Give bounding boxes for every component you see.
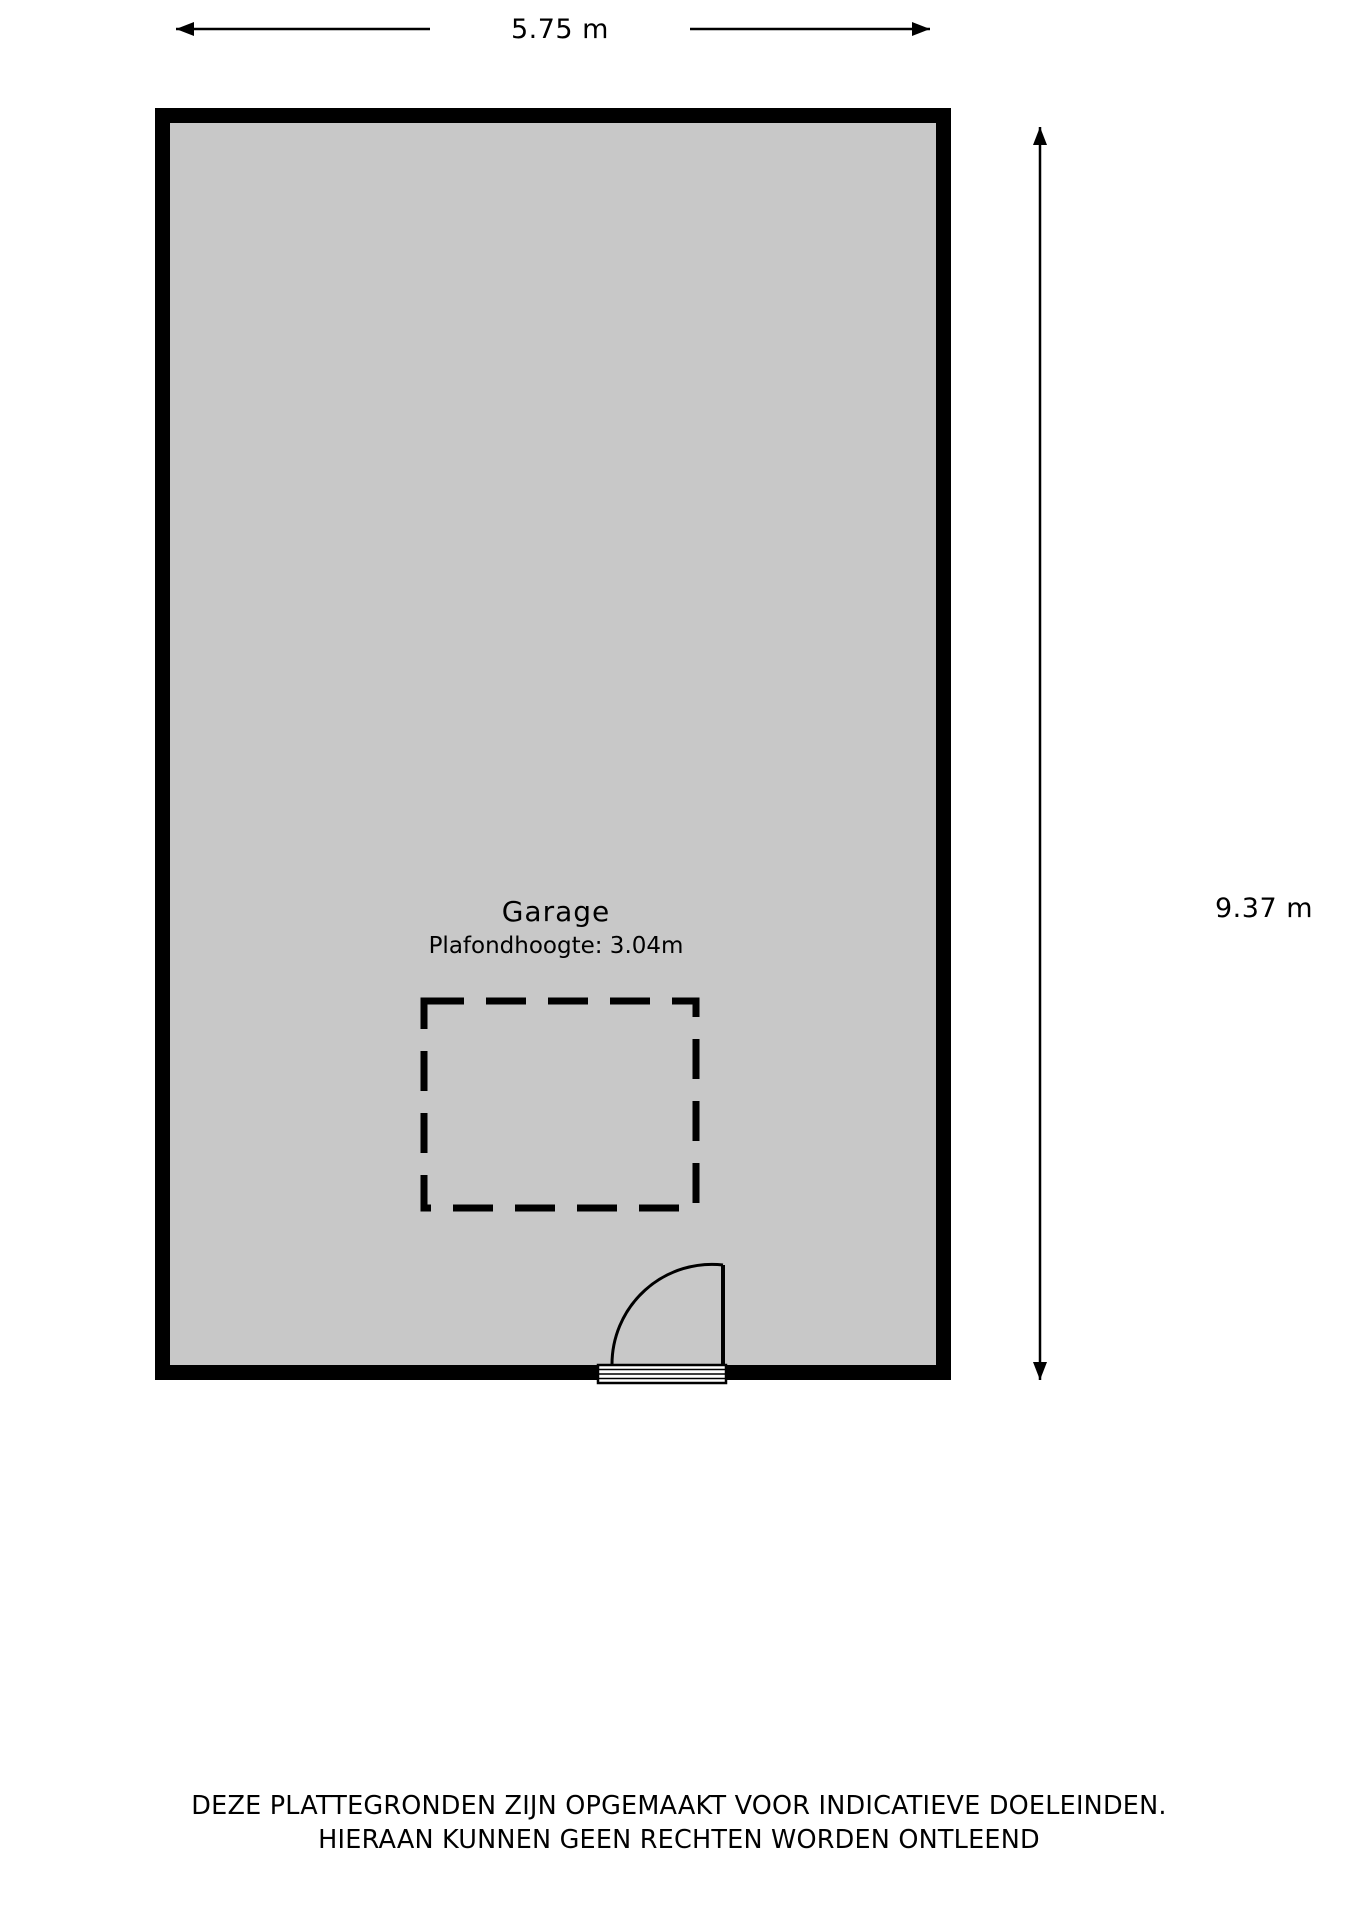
disclaimer-line-2: HIERAAN KUNNEN GEEN RECHTEN WORDEN ONTLEEND [318,1824,1040,1855]
disclaimer [0,1790,1358,1858]
door-opening [598,1365,726,1383]
height-dimension-label: 9.37 m [1215,893,1314,924]
room-ceiling-height-garage: Plafondhoogte: 3.04m [428,933,684,959]
disclaimer-line-1: DEZE PLATTEGRONDEN ZIJN OPGEMAAKT VOOR INDICATIEVE DOELEINDEN. [191,1791,1167,1821]
right-dimension-arrow [1033,127,1047,1380]
room-label-garage: Garage [501,895,611,928]
width-dimension-label: 5.75 m [430,14,690,45]
garage-floor [155,108,951,1380]
